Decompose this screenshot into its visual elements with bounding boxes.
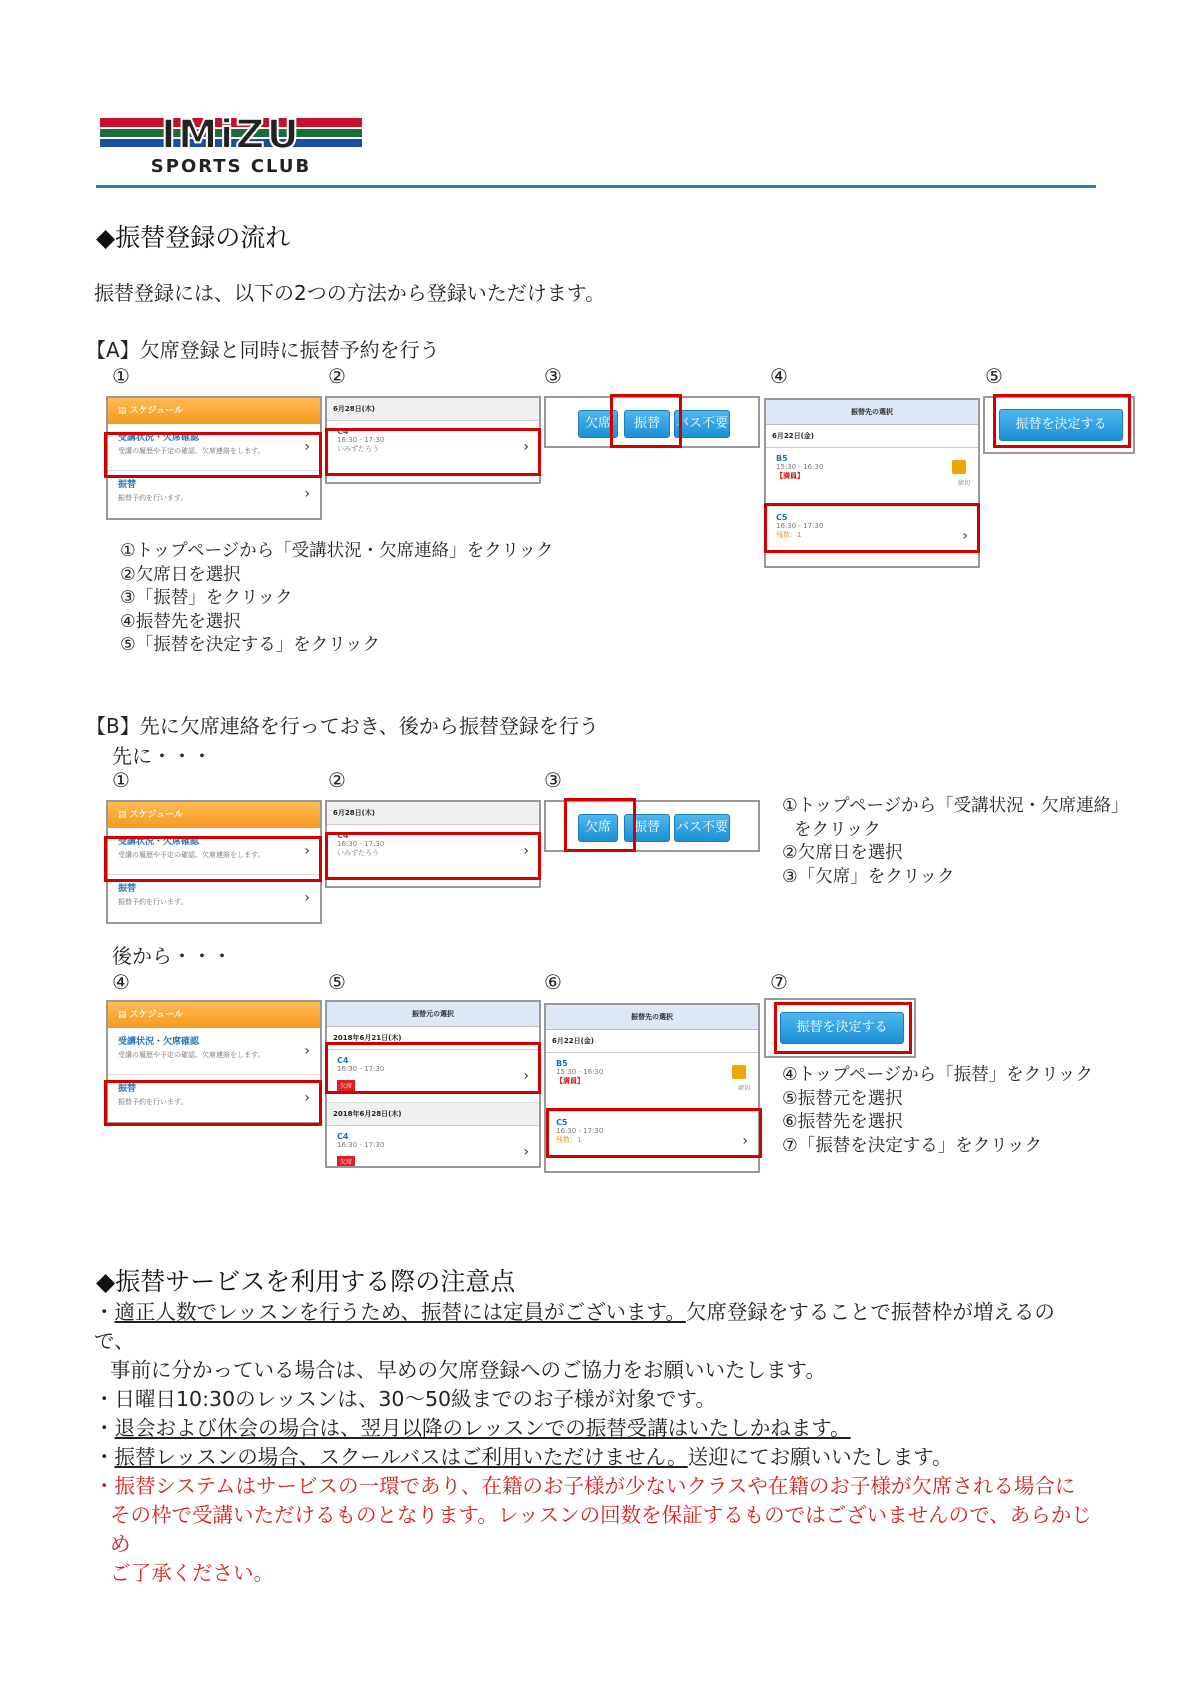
chevron-right-icon: ›	[304, 843, 310, 859]
imizu-logo	[100, 110, 362, 176]
highlight-box	[610, 394, 682, 448]
schedule-header: ▤ スケジュール	[108, 398, 320, 424]
step-number: ②	[328, 364, 346, 388]
note-item	[94, 1443, 1094, 1472]
step-text: ⑤振替元を選択	[782, 1088, 903, 1109]
first-label: 先に・・・	[112, 744, 212, 768]
step-number: ③	[544, 364, 562, 388]
source-date: 2018年6月28日(木)	[327, 1103, 539, 1126]
method-b-steps-first	[782, 795, 1129, 889]
logo-text-bottom: SPORTS CLUB	[150, 156, 312, 176]
transfer-button[interactable]: 振替	[624, 410, 670, 438]
note-underlined: 適正人数でレッスンを行うため、振替には定員がございます。	[114, 1300, 686, 1324]
step-text: ①トップページから「受講状況・欠席連絡」	[782, 796, 1129, 816]
chevron-right-icon: ›	[742, 1133, 748, 1149]
note-item: ・日曜日10:30のレッスンは、30〜50級までのお子様が対象です。	[94, 1387, 716, 1411]
lock-icon	[732, 1065, 746, 1079]
absent-tag: 欠席	[337, 1080, 355, 1091]
class-name: C4	[337, 1132, 349, 1141]
destination-title: 振替先の選択	[766, 400, 978, 425]
highlight-box	[764, 503, 980, 553]
note-item-warning: ・振替システムはサービスの一環であり、在籍のお子様が少ないクラスや在籍のお子様が欠席される場合に	[94, 1474, 1076, 1498]
step-text: ②欠席日を選択	[120, 564, 241, 585]
student-name: いみずたろう	[337, 445, 379, 453]
note-item-warning: その枠で受講いただけるものとなります。レッスンの回数を保証するものではございませんので、あらかじめ	[110, 1503, 1092, 1556]
chevron-right-icon: ›	[304, 1090, 310, 1106]
class-time: 16:30 - 17:30	[337, 436, 385, 444]
note-text: 送迎にてお願いいたします。	[687, 1445, 953, 1469]
highlight-box	[546, 1108, 762, 1158]
remaining-count: 残数：1	[776, 531, 802, 539]
step-text: ④トップページから「振替」をクリック	[782, 1065, 1093, 1085]
closed-label: 締切	[957, 480, 970, 487]
menu-item-title: 振替	[118, 884, 137, 894]
highlight-box	[325, 428, 541, 476]
step-number: ⑤	[328, 970, 346, 994]
chevron-right-icon: ›	[523, 439, 529, 455]
method-a-title: 【A】欠席登録と同時に振替予約を行う	[86, 338, 440, 362]
full-label: 【満員】	[556, 1077, 584, 1085]
flow-title: ◆振替登録の流れ	[96, 223, 291, 252]
menu-item-title: 受講状況・欠席確認	[118, 433, 200, 443]
remaining-count: 残数：1	[556, 1136, 582, 1144]
chevron-right-icon: ›	[523, 1144, 529, 1160]
notes-list	[94, 1298, 1094, 1588]
step-number: ①	[112, 364, 130, 388]
destination-date: 6月22日(金)	[766, 425, 978, 448]
method-a-steps	[120, 540, 553, 658]
step-text: ⑤「振替を決定する」をクリック	[120, 635, 380, 655]
class-time: 16:30 - 17:30	[556, 1127, 604, 1135]
chevron-right-icon: ›	[523, 843, 529, 859]
highlight-box	[104, 836, 322, 882]
method-b-steps-later	[782, 1064, 1093, 1158]
class-time: 16:30 - 17:30	[337, 1141, 385, 1149]
highlight-box	[325, 1042, 541, 1094]
note-bullet: ・	[94, 1300, 115, 1324]
lock-icon	[952, 460, 966, 474]
note-bullet: ・	[94, 1445, 115, 1469]
menu-item-title: 振替	[118, 480, 137, 490]
chevron-right-icon: ›	[962, 528, 968, 544]
note-item	[94, 1414, 1094, 1443]
class-name: B5	[776, 454, 788, 463]
destination-title: 振替先の選択	[546, 1005, 758, 1030]
highlight-box	[104, 432, 322, 478]
class-time: 15:30 - 16:30	[776, 463, 824, 471]
step-number: ⑤	[985, 364, 1003, 388]
class-time: 15:30 - 16:30	[556, 1068, 604, 1076]
source-date: 2018年6月21日(木)	[327, 1027, 539, 1050]
note-item: 事前に分かっている場合は、早めの欠席登録へのご協力をお願いいたします。	[110, 1358, 826, 1382]
chevron-right-icon: ›	[304, 486, 310, 502]
source-title: 振替元の選択	[327, 1002, 539, 1027]
chevron-right-icon: ›	[304, 1043, 310, 1059]
student-name: いみずたろう	[337, 849, 379, 857]
notes-title: ◆振替サービスを利用する際の注意点	[96, 1267, 516, 1296]
chevron-right-icon: ›	[304, 890, 310, 906]
note-text: 欠席登録をすることで振替枠が増えるので、	[94, 1300, 1055, 1353]
note-underlined: 退会および休会の場合は、翌月以降のレッスンでの振替受講はいたしかねます。	[114, 1416, 851, 1440]
step-number: ④	[112, 970, 130, 994]
step-text: ④振替先を選択	[120, 611, 241, 632]
full-label: 【満員】	[776, 472, 804, 480]
absent-button[interactable]: 欠席	[578, 410, 618, 438]
later-label: 後から・・・	[112, 944, 232, 968]
step-text: ①トップページから「受講状況・欠席連絡」をクリック	[120, 541, 554, 561]
step-number: ①	[112, 768, 130, 792]
absent-button[interactable]: 欠席	[578, 814, 618, 842]
no-bus-button[interactable]: バス不要	[674, 410, 730, 438]
lesson-row-full	[546, 1053, 758, 1112]
class-name: C5	[776, 513, 788, 522]
header-rule	[96, 185, 1096, 188]
absent-tag: 欠席	[337, 1156, 355, 1167]
menu-item-sub: 受講の履歴や予定の確認、欠席連絡をします。	[118, 1051, 265, 1059]
step-text: ②欠席日を選択	[782, 843, 903, 863]
class-name: B5	[556, 1059, 568, 1068]
class-time: 16:30 - 17:30	[337, 840, 385, 848]
no-bus-button[interactable]: バス不要	[674, 814, 730, 842]
step-text: ③「欠席」をクリック	[782, 866, 955, 887]
menu-item-sub: 振替予約を行います。	[118, 494, 188, 502]
schedule-header: ▤ スケジュール	[108, 802, 320, 828]
highlight-box	[104, 1080, 322, 1126]
highlight-box	[993, 394, 1131, 448]
class-name: C4	[337, 831, 349, 840]
highlight-box	[564, 798, 636, 852]
flow-intro: 振替登録には、以下の2つの方法から登録いただけます。	[94, 281, 606, 305]
closed-label: 締切	[737, 1085, 750, 1092]
schedule-header: ▤ スケジュール	[108, 1002, 320, 1028]
decide-transfer-button[interactable]: 振替を決定する	[999, 409, 1123, 441]
schedule-header-label: スケジュール	[129, 1010, 184, 1020]
class-name: C4	[337, 427, 349, 436]
step-number: ④	[770, 364, 788, 388]
menu-item-sub: 受講の履歴や予定の確認、欠席連絡をします。	[118, 447, 265, 455]
destination-date: 6月22日(金)	[546, 1030, 758, 1053]
menu-item-sub: 振替予約を行います。	[118, 1098, 188, 1106]
note-item-warning: ご了承ください。	[110, 1561, 274, 1585]
class-time: 16:30 - 17:30	[337, 1065, 385, 1073]
lesson-row[interactable]	[327, 1126, 539, 1168]
step-text: をクリック	[794, 819, 881, 840]
chevron-right-icon: ›	[304, 439, 310, 455]
lesson-row-full	[766, 448, 978, 507]
note-bullet: ・	[94, 1416, 115, 1440]
schedule-header-label: スケジュール	[129, 406, 184, 416]
schedule-header-label: スケジュール	[129, 810, 184, 820]
class-name: C4	[337, 1056, 349, 1065]
menu-item-sub: 振替予約を行います。	[118, 898, 188, 906]
date-header: 6月28日(木)	[327, 398, 539, 421]
transfer-button[interactable]: 振替	[624, 814, 670, 842]
step-number: ⑥	[544, 970, 562, 994]
step-number: ③	[544, 768, 562, 792]
menu-item-attendance[interactable]	[108, 1028, 320, 1075]
menu-item-title: 振替	[118, 1084, 137, 1094]
highlight-box	[774, 1002, 912, 1054]
step-text: ⑥振替先を選択	[782, 1112, 903, 1132]
class-name: C5	[556, 1118, 568, 1127]
menu-item-title: 受講状況・欠席確認	[118, 837, 200, 847]
class-time: 16:30 - 17:30	[776, 522, 824, 530]
note-item	[94, 1298, 1094, 1356]
menu-item-title: 受講状況・欠席確認	[118, 1037, 200, 1047]
highlight-box	[325, 832, 541, 880]
chevron-right-icon: ›	[523, 1068, 529, 1084]
menu-item-sub: 受講の履歴や予定の確認、欠席連絡をします。	[118, 851, 265, 859]
logo-text-top: IMiZU	[161, 112, 301, 158]
step-text: ③「振替」をクリック	[120, 588, 293, 608]
note-underlined: 振替レッスンの場合、スクールバスはご利用いただけません。	[114, 1445, 688, 1469]
step-number: ⑦	[770, 970, 788, 994]
step-number: ②	[328, 768, 346, 792]
date-header: 6月28日(木)	[327, 802, 539, 825]
step-text: ⑦「振替を決定する」をクリック	[782, 1135, 1042, 1156]
decide-transfer-button[interactable]: 振替を決定する	[780, 1012, 904, 1044]
method-b-title: 【B】先に欠席連絡を行っておき、後から振替登録を行う	[86, 714, 599, 738]
